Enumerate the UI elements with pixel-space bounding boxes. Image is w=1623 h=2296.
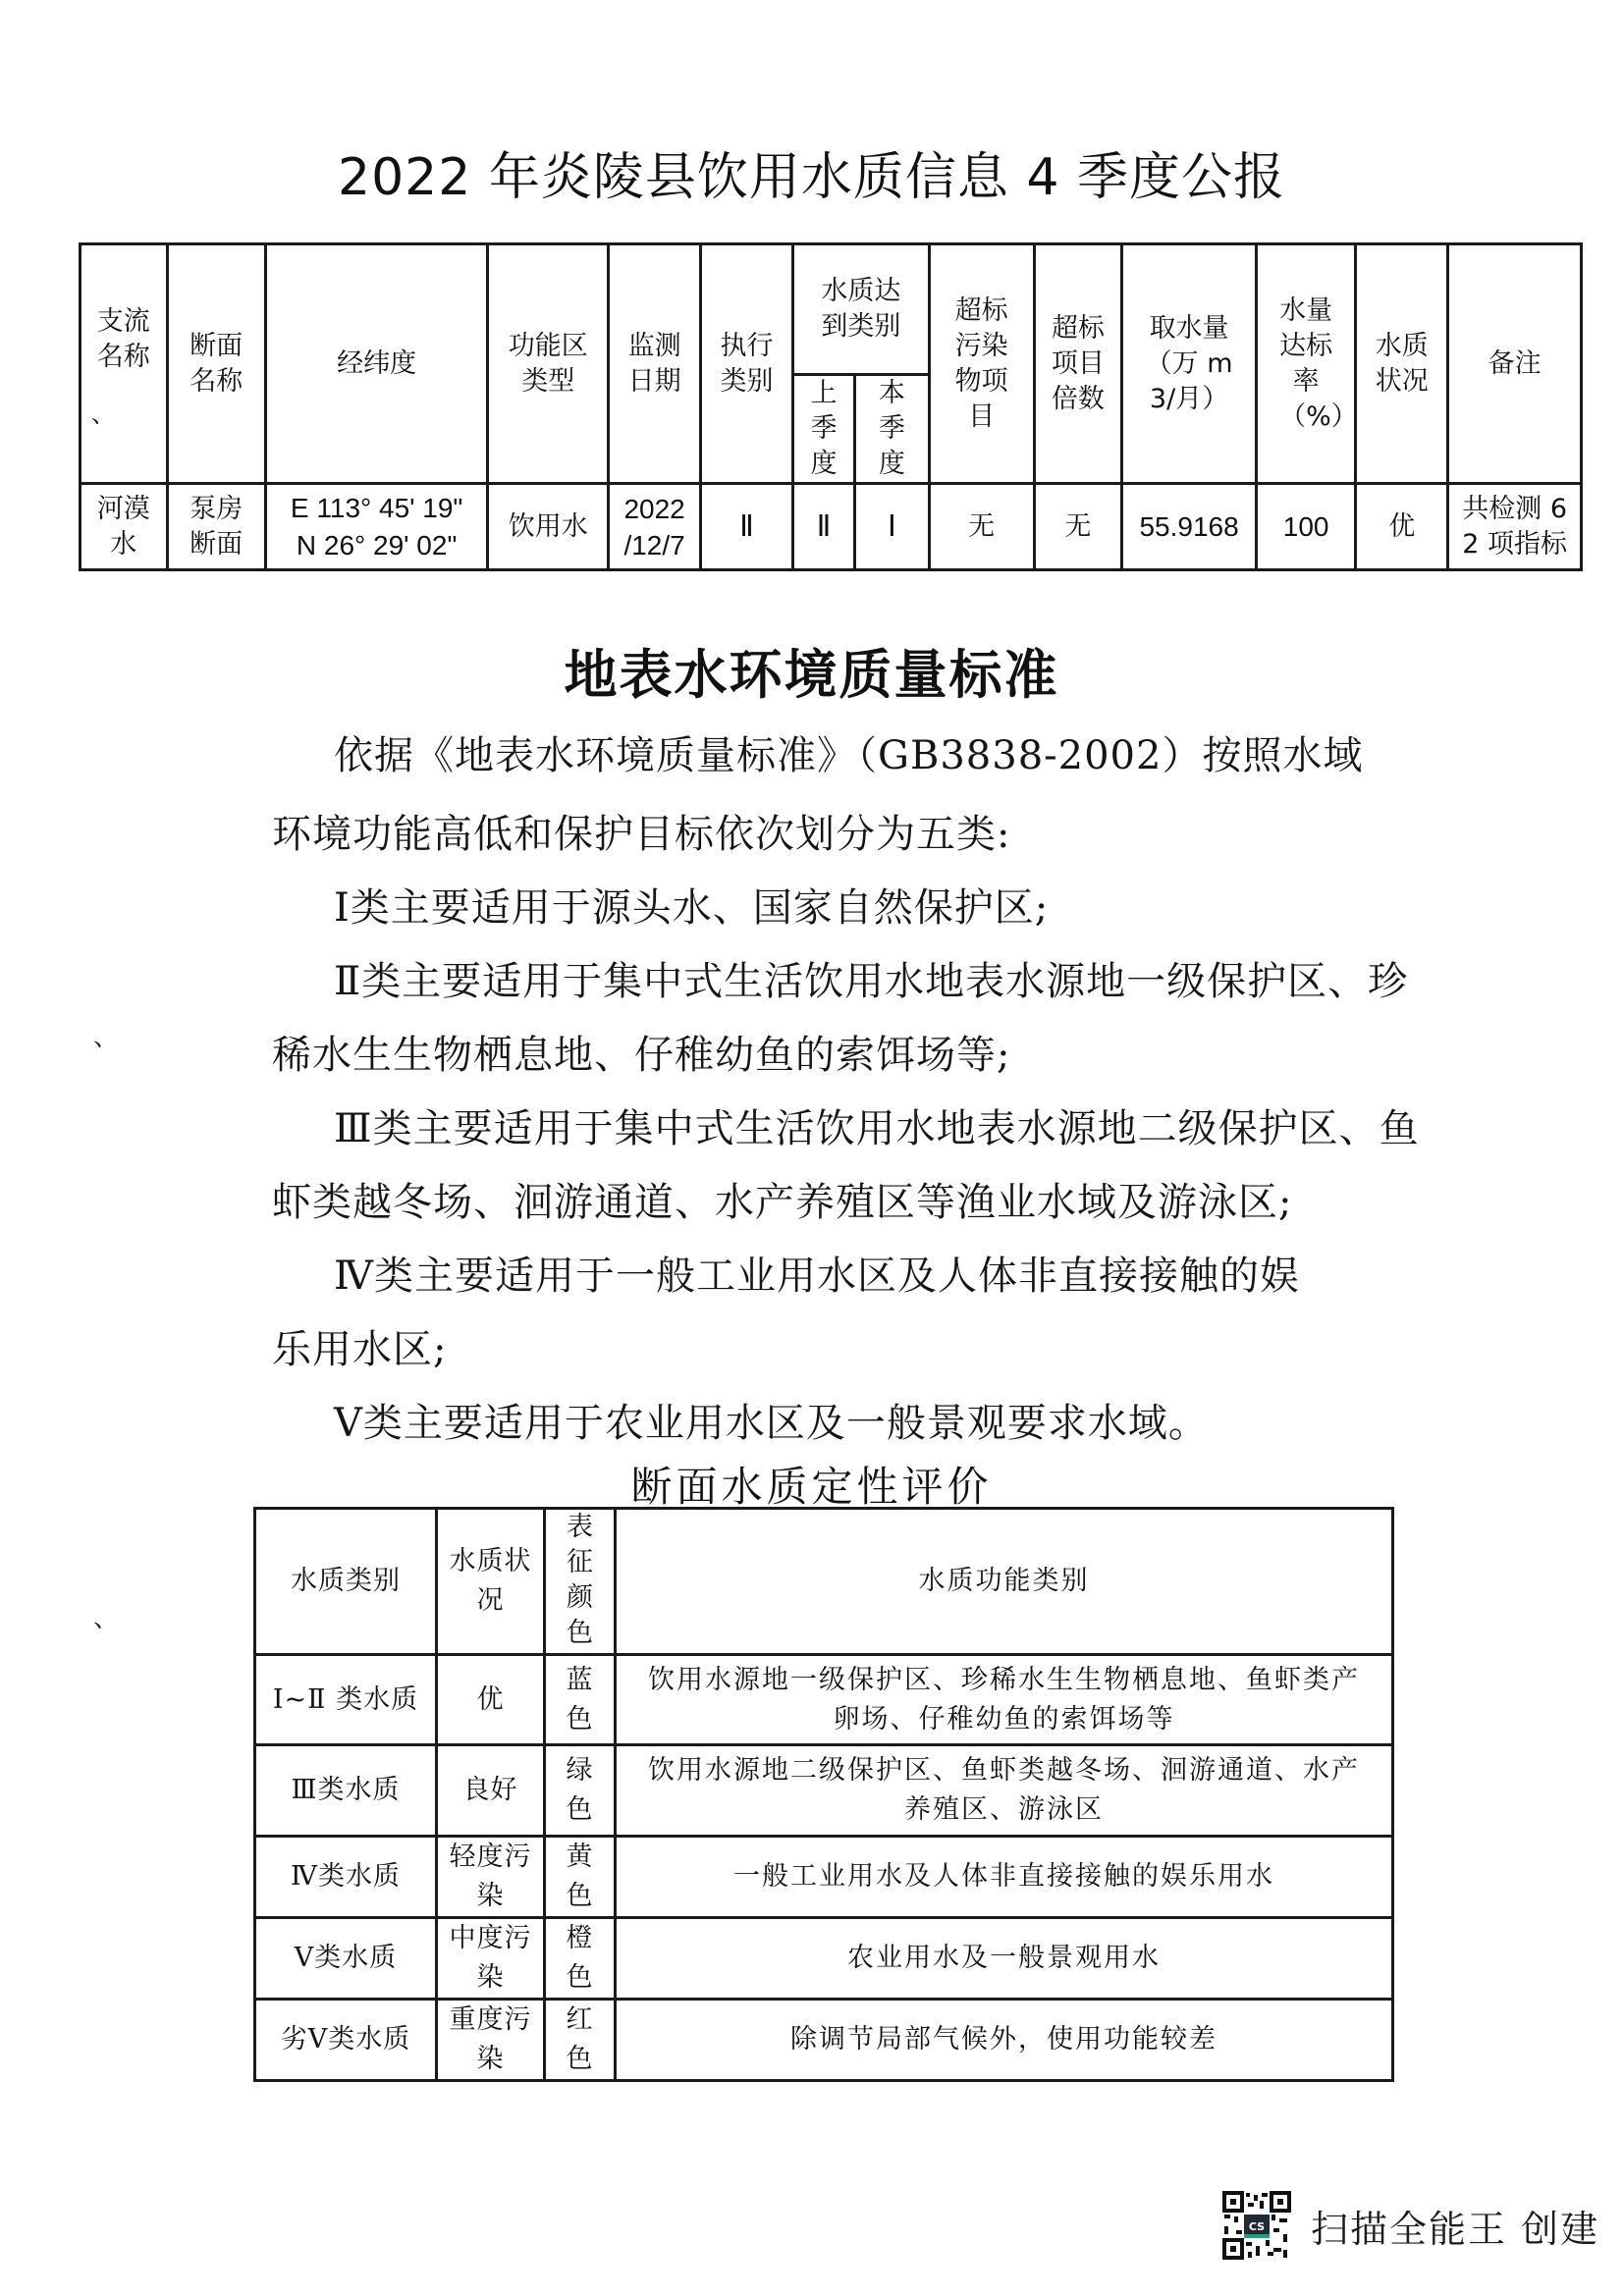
cell-exceed-pollutant: 无 [929, 484, 1034, 570]
cell-this-quarter: Ⅰ [855, 484, 930, 570]
cell-status: 轻度污染 [437, 1837, 545, 1918]
header-remark: 备注 [1448, 244, 1582, 484]
cell-color: 蓝色 [545, 1655, 616, 1745]
table-row [255, 1655, 1393, 1745]
header-color: 表征颜色 [545, 1509, 616, 1655]
cell-status: 中度污染 [437, 1918, 545, 2000]
cell-color: 红色 [545, 2000, 616, 2081]
header-tributary: 支流名称 、 [81, 244, 168, 484]
cell-function-line2: 养殖区、游泳区 [904, 1794, 1104, 1825]
cell-tributary: 河漠水 [81, 484, 168, 570]
cell-lat: N 26° 29' 02" [296, 529, 458, 561]
standard-heading: 地表水环境质量标准 [564, 644, 1059, 706]
stray-mark: 、 [93, 1604, 120, 1633]
header-category: 水质类别 [255, 1509, 437, 1655]
logo-text: CS [1248, 2220, 1266, 2233]
header-exec-class: 执行类别 [701, 244, 793, 484]
qr-code-icon [1222, 2191, 1291, 2260]
stray-mark: 、 [93, 1023, 120, 1052]
cell-color: 绿色 [545, 1745, 616, 1837]
cell-function: 除调节局部气候外，使用功能较差 [616, 2000, 1393, 2081]
cell-function: 一般工业用水及人体非直接接触的娱乐用水 [616, 1837, 1393, 1918]
class5-text: Ⅴ类主要适用于农业用水区及一般景观要求水域。 [334, 1401, 1209, 1446]
cell-section: 泵房断面 [167, 484, 265, 570]
class3-line2: 虾类越冬场、洄游通道、水产养殖区等渔业水域及游泳区; [272, 1180, 1293, 1225]
cell-function-line1: 饮用水源地二级保护区、鱼虾类越冬场、洄游通道、水产 [648, 1755, 1360, 1786]
header-intake: 取水量（万 m3/月） [1122, 244, 1257, 484]
cell-exec-class: Ⅱ [701, 484, 793, 570]
cell-lon: E 113° 45' 19" [290, 492, 463, 523]
class1-text: Ⅰ类主要适用于源头水、国家自然保护区; [334, 885, 1050, 931]
cell-function [616, 1745, 1393, 1837]
cell-remark: 共检测 62 项指标 [1448, 484, 1582, 570]
header-this-quarter: 本季度 [855, 375, 930, 484]
cell-monitor-date [609, 484, 701, 570]
header-zone-type: 功能区类型 [488, 244, 609, 484]
class3-line1: Ⅲ类主要适用于集中式生活饮用水地表水源地二级保护区、鱼 [334, 1106, 1420, 1151]
header-exceed-multiple: 超标项目倍数 [1034, 244, 1122, 484]
header-exceed-pollutant: 超标污染物项目 [929, 244, 1034, 484]
table-row [255, 1745, 1393, 1837]
cell-function-line2: 卵场、仔稚幼鱼的索饵场等 [833, 1703, 1175, 1735]
header-status: 水质状况 [437, 1509, 545, 1655]
cell-category: Ⅲ类水质 [255, 1745, 437, 1837]
cell-color: 黄色 [545, 1837, 616, 1918]
cell-status: 重度污染 [437, 2000, 545, 2081]
header-tributary-mark: 、 [91, 400, 115, 428]
table-row [255, 2000, 1393, 2081]
cell-date-line1: 2022 [623, 493, 685, 524]
header-last-quarter: 上季度 [793, 375, 855, 484]
cell-function: 农业用水及一般景观用水 [616, 1918, 1393, 2000]
intro-line1: 依据《地表水环境质量标准》（GB3838-2002）按照水域 [334, 733, 1364, 778]
cell-color: 橙色 [545, 1918, 616, 2000]
watermark-text: 扫描全能王 创建 [1311, 2208, 1600, 2251]
evaluation-table [253, 1507, 1394, 2082]
header-monitor-date: 监测日期 [609, 244, 701, 484]
cell-status: 优 [1356, 484, 1448, 570]
cell-date-line2: /12/7 [623, 529, 685, 561]
page-title: 2022 年炎陵县饮用水质信息 4 季度公报 [337, 148, 1285, 207]
cell-zone-type: 饮用水 [488, 484, 609, 570]
class2-line1: Ⅱ类主要适用于集中式生活饮用水地表水源地一级保护区、珍 [334, 959, 1409, 1004]
cell-intake: 55.9168 [1122, 484, 1257, 570]
class2-line2: 稀水生生物栖息地、仔稚幼鱼的索饵场等; [272, 1033, 1011, 1078]
cell-status: 优 [437, 1655, 545, 1745]
header-coordinates: 经纬度 [265, 244, 487, 484]
header-status: 水质状况 [1356, 244, 1448, 484]
cell-function-line1: 饮用水源地一级保护区、珍稀水生生物栖息地、鱼虾类产 [648, 1664, 1360, 1695]
header-section: 断面名称 [167, 244, 265, 484]
cell-category: 劣Ⅴ类水质 [255, 2000, 437, 2081]
header-rate: 水量达标率（%） [1256, 244, 1355, 484]
cell-exceed-multiple: 无 [1034, 484, 1122, 570]
cell-rate: 100 [1256, 484, 1355, 570]
evaluation-header-row [255, 1509, 1393, 1655]
header-function: 水质功能类别 [616, 1509, 1393, 1655]
table-row [255, 1837, 1393, 1918]
logo-accent [1244, 2234, 1270, 2238]
cell-category: Ⅳ类水质 [255, 1837, 437, 1918]
table-row [255, 1918, 1393, 2000]
cell-status: 良好 [437, 1745, 545, 1837]
class4-line2: 乐用水区; [272, 1327, 448, 1372]
header-quality-class-group: 水质达到类别 [793, 244, 930, 375]
cell-last-quarter: Ⅱ [793, 484, 855, 570]
cell-function [616, 1655, 1393, 1745]
class4-line1: Ⅳ类主要适用于一般工业用水区及人体非直接接触的娱 [334, 1254, 1300, 1299]
bulletin-table [79, 242, 1583, 571]
evaluation-heading: 断面水质定性评价 [630, 1463, 993, 1511]
cell-coordinates [265, 484, 487, 570]
cell-category: Ⅰ~Ⅱ 类水质 [255, 1655, 437, 1745]
cell-category: Ⅴ类水质 [255, 1918, 437, 2000]
table-row [81, 484, 1582, 570]
intro-line2: 环境功能高低和保护目标依次划分为五类: [272, 812, 1011, 857]
